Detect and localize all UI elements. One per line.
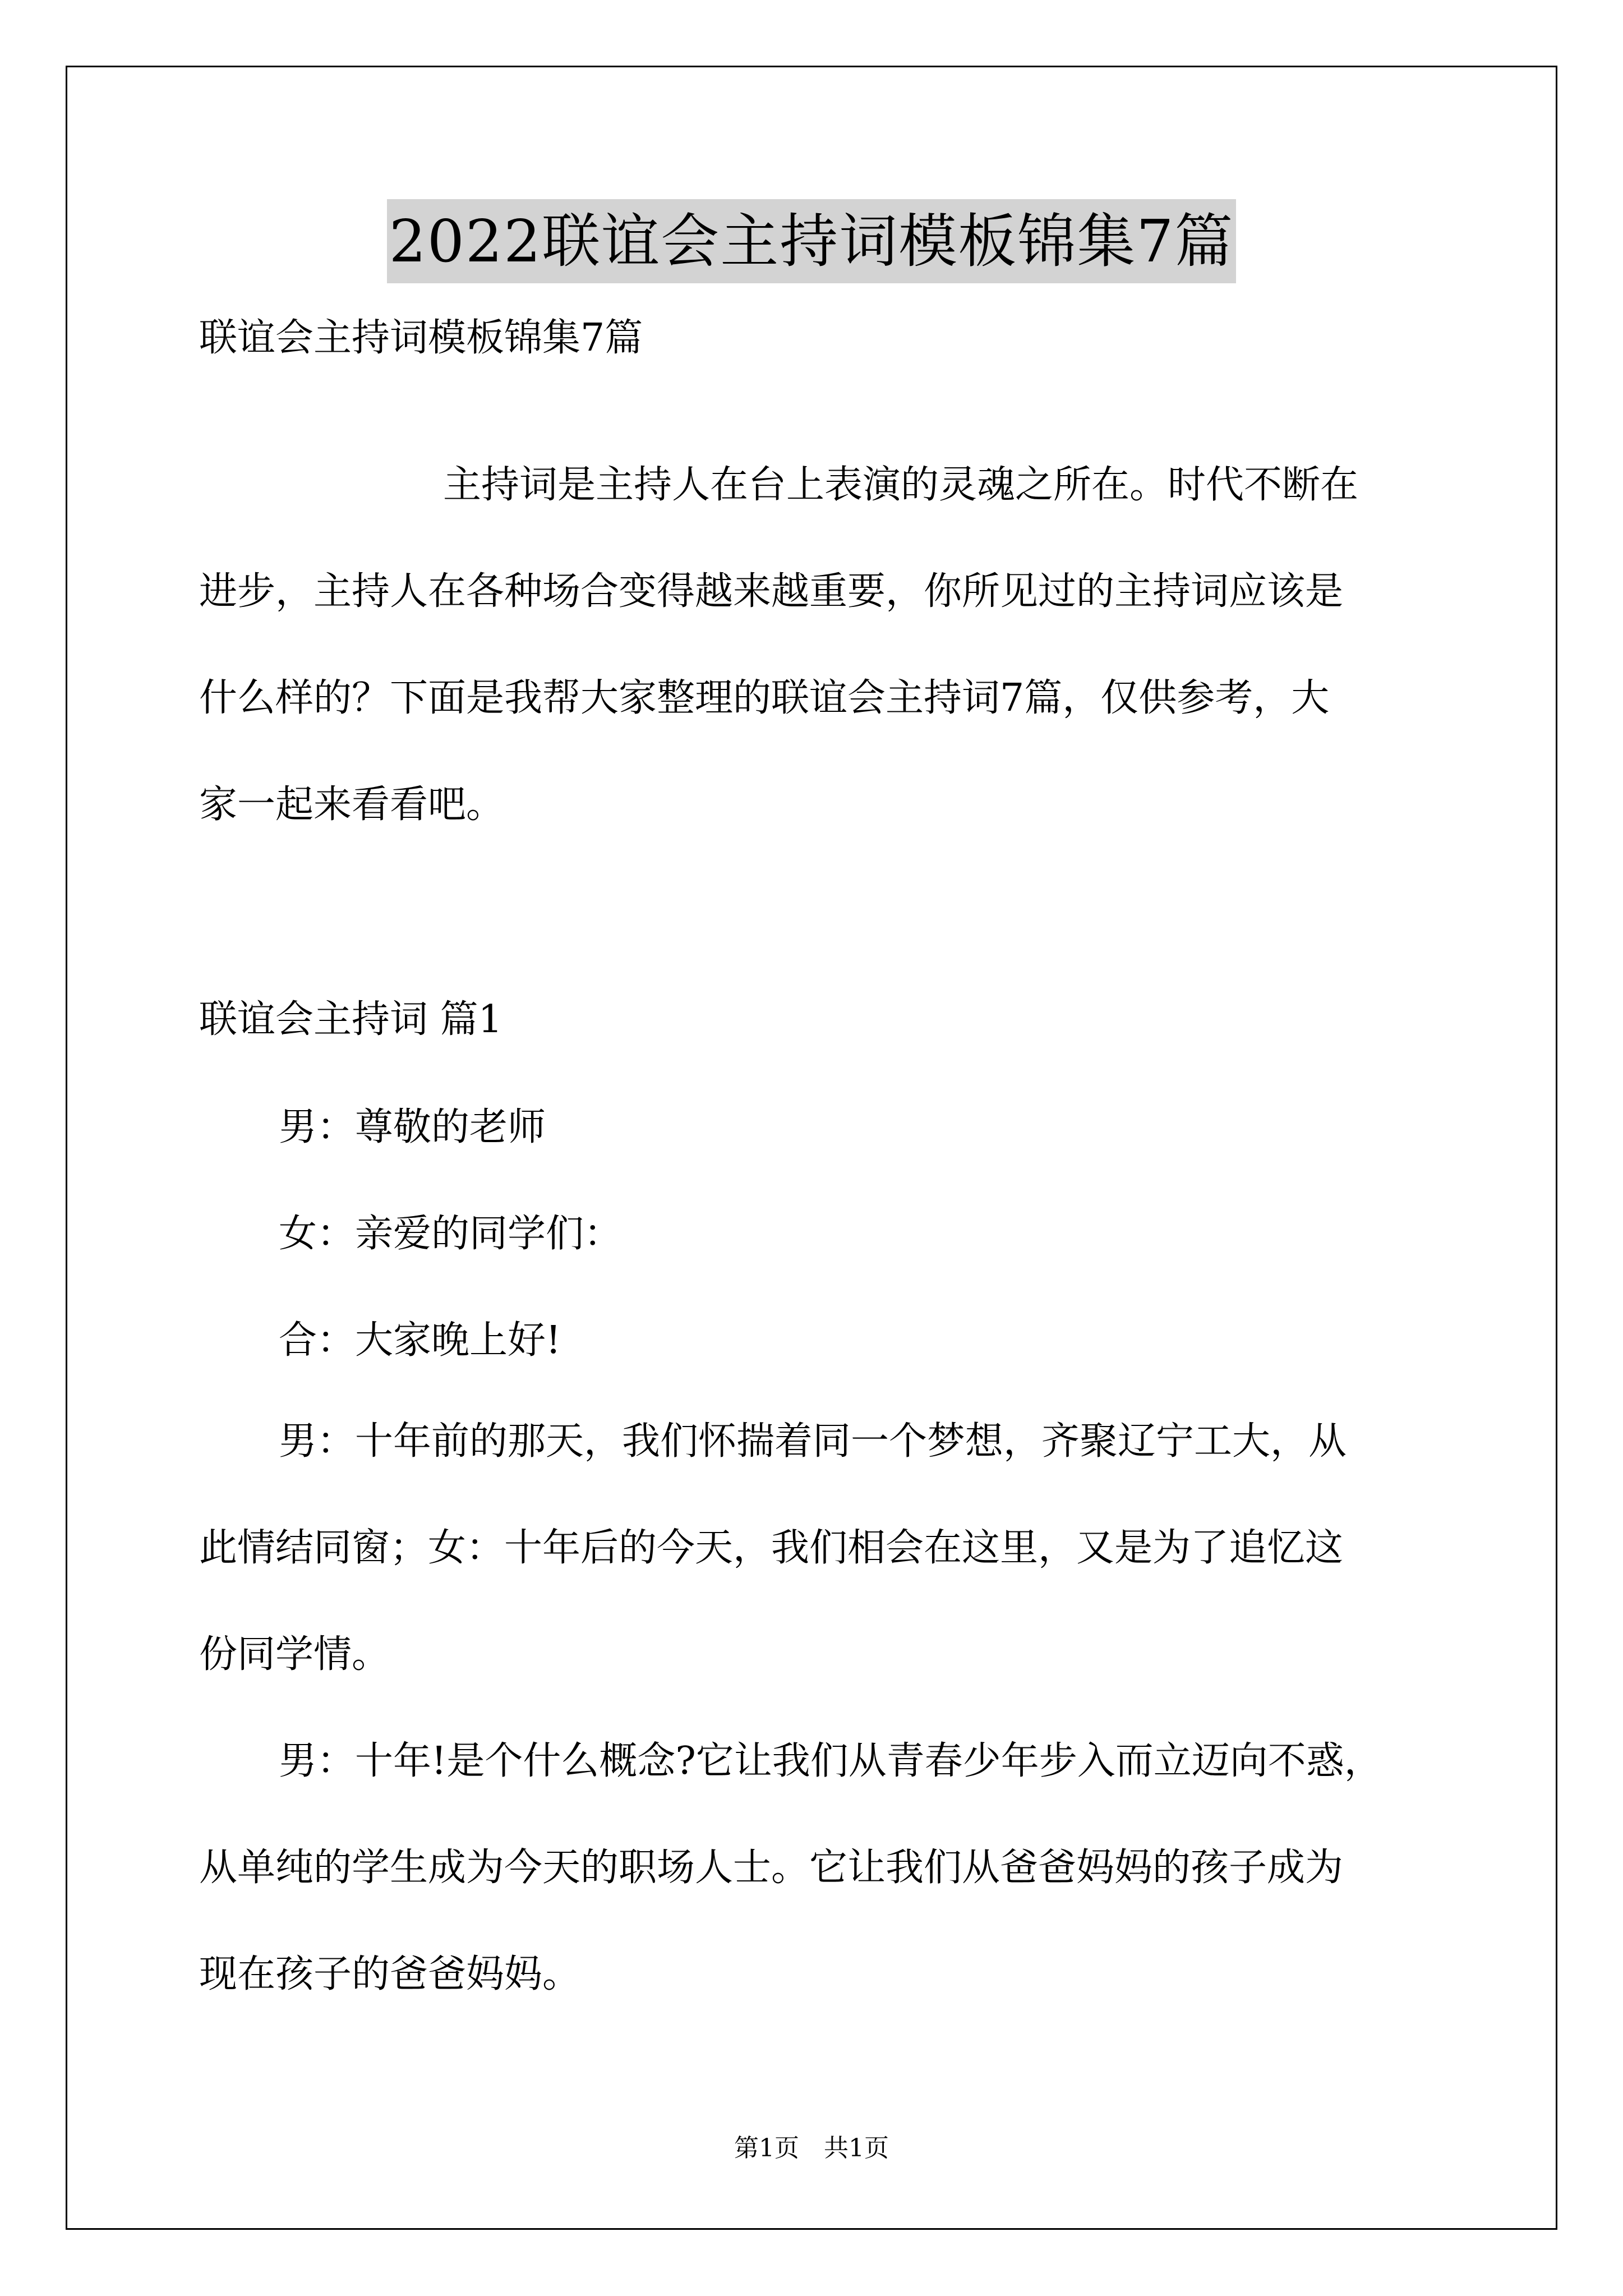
paragraph-line: 男：十年前的那天，我们怀揣着同一个梦想，齐聚辽宁工大，从 xyxy=(279,1419,1347,1464)
paragraph-1 xyxy=(199,1388,1433,1708)
paragraph-line: 从单纯的学生成为今天的职场人士。它让我们从爸爸妈妈的孩子成为 xyxy=(199,1846,1344,1890)
dialogue-line: 女：亲爱的同学们： xyxy=(279,1212,623,1256)
paragraph-2 xyxy=(199,1708,1433,2028)
paragraph-line: 此情结同窗；女：十年后的今天，我们相会在这里，又是为了追忆这 xyxy=(199,1526,1344,1570)
paragraph-line: 男：十年!是个什么概念?它让我们从青春少年步入而立迈向不惑， xyxy=(279,1739,1382,1783)
paragraph-line: 份同学情。 xyxy=(199,1632,390,1677)
page-footer: 第1页 共1页 xyxy=(734,2134,889,2162)
document-title: 2022联谊会主持词模板锦集7篇 xyxy=(387,199,1237,283)
dialogue-line: 合：大家晚上好! xyxy=(279,1318,561,1363)
intro-line: 什么样的？下面是我帮大家整理的联谊会主持词7篇，仅供参考，大 xyxy=(199,676,1330,720)
intro-line: 进步，主持人在各种场合变得越来越重要，你所见过的主持词应该是 xyxy=(199,569,1344,614)
intro-line: 主持词是主持人在台上表演的灵魂之所在。时代不断在 xyxy=(443,463,1359,507)
intro-line: 家一起来看看吧。 xyxy=(199,783,505,827)
section-heading: 联谊会主持词 篇1 xyxy=(199,997,502,1042)
title-container xyxy=(0,199,1623,283)
document-subtitle: 联谊会主持词模板锦集7篇 xyxy=(199,316,643,360)
dialogue-line: 男：尊敬的老师 xyxy=(279,1105,546,1149)
intro-paragraph xyxy=(199,432,1433,858)
paragraph-line: 现在孩子的爸爸妈妈。 xyxy=(199,1952,581,1996)
